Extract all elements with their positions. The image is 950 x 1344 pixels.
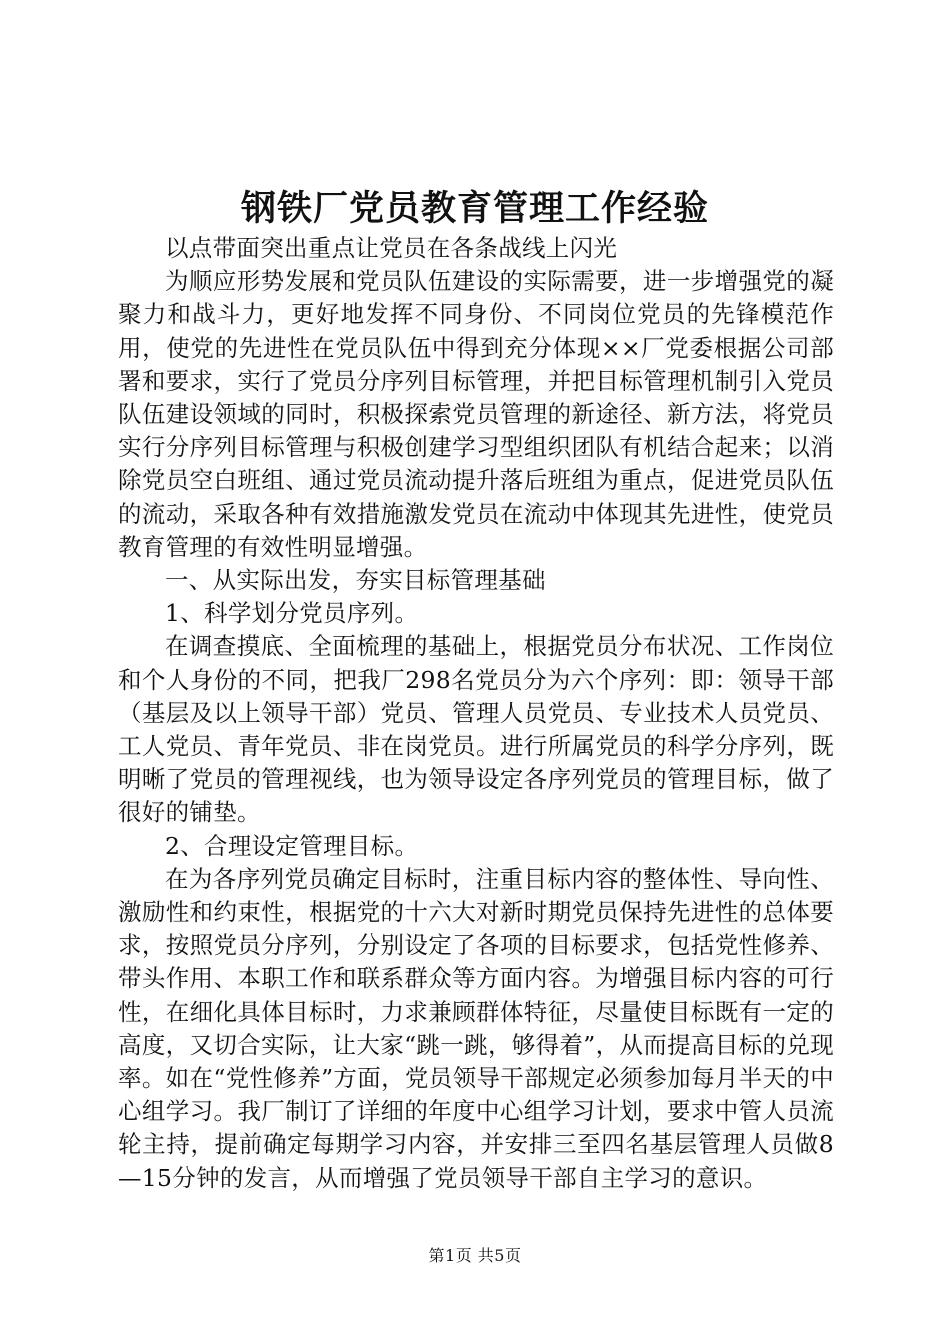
intro-paragraph: 为顺应形势发展和党员队伍建设的实际需要，进一步增强党的凝聚力和战斗力，更好地发挥不同身份、不同岗位党员的先锋模范作用，使党的先进性在党员队伍中得到充分体现××厂党委根据公司部署和要求，实行了党员分序列目标管理，并把目标管理机制引入党员队伍建设领域的同时，积极探索党员管理的新途径、新方法，将党员实行分序列目标管理与积极创建学习型组织团队有机结合起来；以消除党员空白班组、通过党员流动提升落后班组为重点，促进党员队伍的流动，采取各种有效措施激发党员在流动中体现其先进性，使党员教育管理的有效性明显增强。	[118, 267, 834, 561]
document-body	[118, 232, 834, 1195]
page-number-footer: 第1页 共5页	[428, 1246, 522, 1265]
subsection-heading: 1、科学划分党员序列。	[165, 599, 419, 628]
subtitle-paragraph: 以点带面突出重点让党员在各条战线上闪光	[165, 234, 618, 262]
section-heading: 一、从实际出发，夯实目标管理基础	[165, 566, 546, 595]
subsection-heading: 2、合理设定管理目标。	[165, 831, 419, 860]
document-title: 钢铁厂党员教育管理工作经验	[240, 188, 709, 229]
body-paragraph: 在为各序列党员确定目标时，注重目标内容的整体性、导向性、激励性和约束性，根据党的十六大对新时期党员保持先进性的总体要求，按照党员分序列，分别设定了各项的目标要求，包括党性修养、带头作用、本职工作和联系群众等方面内容。为增强目标内容的可行性，在细化具体目标时，力求兼顾群体特征，尽量使目标既有一定的高度，又切合实际，让大家“跳一跳，够得着”，从而提高目标的兑现率。如在“党性修养”方面，党员领导干部规定必须参加每月半天的中心组学习。我厂制订了详细的年度中心组学习计划，要求中管人员流轮主持，提前确定每期学习内容，并安排三至四名基层管理人员做8—15分钟的发言，从而增强了党员领导干部自主学习的意识。	[118, 864, 834, 1192]
body-paragraph: 在调查摸底、全面梳理的基础上，根据党员分布状况、工作岗位和个人身份的不同，把我厂298名党员分为六个序列：即：领导干部（基层及以上领导干部）党员、管理人员党员、专业技术人员党员、工人党员、青年党员、非在岗党员。进行所属党员的科学分序列，既明晰了党员的管理视线，也为领导设定各序列党员的管理目标，做了很好的铺垫。	[118, 632, 834, 827]
